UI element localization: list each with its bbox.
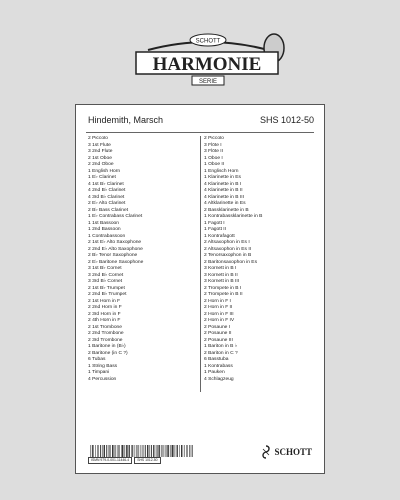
- list-item: 6 Basstuba: [204, 357, 229, 362]
- list-item: 2 3rd Trombone: [88, 337, 123, 343]
- barcode-bar: [118, 445, 119, 457]
- list-item: 4 2nd B♭ Clarinet: [88, 188, 126, 193]
- list-item: 4 Altklarinette in Es: [204, 201, 246, 206]
- barcode: [88, 445, 196, 457]
- list-item: 4 Klarinette in B I: [204, 181, 242, 187]
- barcode-bar: [126, 445, 127, 457]
- barcode-bar: [176, 445, 177, 457]
- parts-list-panel: [75, 104, 325, 474]
- list-item: 2 Horn in F IV: [204, 318, 235, 323]
- list-item: 2 Posaune I: [204, 324, 231, 330]
- barcode-bar: [135, 445, 136, 457]
- barcode-bar: [171, 445, 172, 457]
- barcode-bar: [172, 445, 173, 457]
- list-item: 2 1st Trombone: [88, 324, 122, 330]
- barcode-bar: [166, 445, 167, 457]
- list-item: 2 3rd Horn in F: [88, 311, 121, 317]
- barcode-bar: [188, 445, 189, 457]
- list-item: 2 Horn in F I: [204, 298, 231, 304]
- barcode-bar: [110, 445, 111, 457]
- list-item: 2 4th Horn in F: [88, 318, 121, 323]
- german-parts-list: [204, 136, 316, 383]
- barcode-bar: [140, 445, 141, 457]
- list-item: 2 Bariton in C ?: [204, 350, 238, 356]
- list-item: 2 Posaune III: [204, 337, 233, 343]
- list-item: 3 Kornett in B II: [204, 272, 238, 278]
- barcode-bar: [155, 445, 156, 457]
- list-item: 3 2nd Flute: [88, 149, 113, 154]
- barcode-bars-icon: [88, 445, 196, 457]
- list-item: 1 Contrabassoon: [88, 233, 126, 239]
- list-item: 2 Trompete in B II: [204, 292, 243, 297]
- list-item: 1 Kontrafagott: [204, 233, 235, 239]
- barcode-bar: [177, 445, 178, 457]
- list-item: 1 1st Bassoon: [88, 220, 119, 226]
- list-item: 2 B♭ Tenor Saxophone: [88, 253, 138, 258]
- list-item: 3 Kornett in B I: [204, 266, 237, 271]
- barcode-bar: [189, 445, 190, 457]
- barcode-bar: [122, 445, 123, 457]
- list-item: 2 Posaune II: [204, 331, 232, 336]
- list-item: 2 Tenorsaxophon in B: [204, 253, 252, 258]
- list-item: 4 3rd B♭ Clarinet: [88, 194, 125, 200]
- list-item: 4 Klarinette in B II: [204, 188, 243, 193]
- list-item: 1 Englisch Horn: [204, 168, 239, 174]
- list-item: 4 1st B♭ Clarinet: [88, 181, 124, 187]
- barcode-bar: [181, 445, 182, 457]
- list-item: 2 Baritone (in C ?): [88, 350, 128, 356]
- list-item: 2 2nd Trombone: [88, 331, 124, 336]
- barcode-bar: [121, 445, 122, 457]
- list-item: 1 Fagott II: [204, 227, 227, 232]
- code-boxes: [88, 457, 163, 463]
- list-item: 2 Altsaxophon in Es I: [204, 240, 250, 245]
- list-item: 2 2nd Horn in F: [88, 305, 122, 310]
- barcode-bar: [158, 445, 159, 457]
- barcode-bar: [153, 445, 154, 457]
- barcode-bar: [162, 445, 163, 457]
- barcode-bar: [137, 445, 138, 457]
- header-row: [88, 115, 314, 129]
- list-item: 1 Klarinette in Es: [204, 175, 241, 180]
- column-divider: [200, 136, 201, 392]
- list-item: 2 E♭ Baritone Saxophone: [88, 259, 144, 265]
- barcode-bar: [192, 445, 193, 457]
- list-item: 1 Bariton in B ♭: [204, 344, 238, 349]
- logo-main-text: HARMONIE: [152, 54, 262, 75]
- barcode-bar: [179, 445, 180, 457]
- list-item: 2 E♭ Alto Clarinet: [88, 201, 126, 206]
- barcode-bar: [98, 445, 99, 457]
- barcode-bar: [151, 445, 152, 457]
- barcode-bar: [93, 445, 94, 457]
- barcode-bar: [145, 445, 146, 457]
- harmonie-serie-logo: [128, 28, 288, 96]
- list-item: 3 Kornett in B III: [204, 279, 240, 284]
- barcode-bar: [185, 445, 186, 457]
- list-item: 3 1st Flute: [88, 142, 111, 148]
- logo-top-text: SCHOTT: [195, 38, 221, 45]
- list-item: 4 Klarinette in B III: [204, 194, 244, 200]
- list-item: 2 Horn in F III: [204, 311, 234, 317]
- list-item: 3 2nd B♭ Cornet: [88, 272, 124, 278]
- barcode-bar: [100, 445, 101, 457]
- list-item: 2 2nd E♭ Alto Saxophone: [88, 246, 143, 252]
- barcode-bar: [142, 445, 143, 457]
- list-item: 3 1st B♭ Cornet: [88, 266, 122, 271]
- page-title: Hindemith, Marsch: [88, 115, 164, 125]
- barcode-bar: [164, 445, 165, 457]
- barcode-bar: [168, 445, 169, 457]
- list-item: 2 B♭ Bass Clarinet: [88, 207, 129, 213]
- order-code: SHS 1012-50: [134, 457, 160, 464]
- barcode-bar: [149, 445, 150, 457]
- catalog-number: SHS 1012-50: [259, 115, 314, 125]
- barcode-bar: [167, 445, 168, 457]
- barcode-bar: [183, 445, 184, 457]
- barcode-bar: [163, 445, 164, 457]
- barcode-bar: [92, 445, 93, 457]
- barcode-bar: [115, 445, 116, 457]
- barcode-bar: [95, 445, 96, 457]
- list-item: 2 Piccolo: [88, 136, 108, 141]
- barcode-bar: [132, 445, 133, 457]
- list-item: 2 1st E♭ Alto Saxophone: [88, 240, 142, 245]
- list-item: 1 Timpani: [88, 370, 110, 375]
- list-item: 3 Flöte II: [204, 149, 224, 154]
- barcode-bar: [131, 445, 132, 457]
- list-item: 2 2nd Oboe: [88, 162, 114, 167]
- publisher-name: SCHOTT: [274, 447, 312, 457]
- barcode-bar: [114, 445, 115, 457]
- list-item: 1 Baritone in (B♭): [88, 344, 126, 349]
- barcode-bar: [186, 445, 187, 457]
- list-item: 4 Schlagzeug: [204, 376, 234, 382]
- list-item: 1 2nd Bassoon: [88, 227, 121, 232]
- list-item: 1 Kontrabassklarinette in B: [204, 214, 263, 219]
- english-parts-list: [88, 136, 200, 383]
- list-item: 6 Tubas: [88, 357, 106, 362]
- header-divider: [86, 132, 314, 133]
- barcode-bar: [157, 445, 158, 457]
- barcode-bar: [104, 445, 105, 457]
- barcode-bar: [90, 445, 91, 457]
- list-item: 1 Oboe I: [204, 155, 223, 161]
- list-item: 2 Baritonsaxophon in Es: [204, 259, 258, 265]
- barcode-bar: [138, 445, 139, 457]
- barcode-bar: [103, 445, 104, 457]
- list-item: 1 Pauken: [204, 370, 225, 375]
- barcode-bar: [143, 445, 144, 457]
- publisher-logo: [261, 445, 312, 459]
- list-item: 2 Horn in F II: [204, 305, 233, 310]
- list-item: 2 Altsaxophon in Es II: [204, 246, 252, 252]
- horn-logo-icon: [128, 28, 288, 96]
- barcode-bar: [106, 445, 107, 457]
- barcode-bar: [127, 445, 128, 457]
- list-item: 3 Flöte I: [204, 142, 222, 148]
- list-item: 1 E♭ Clarinet: [88, 175, 116, 180]
- ismn-code: ISMN 979-0-001-11446-4: [88, 457, 132, 464]
- barcode-bar: [112, 445, 113, 457]
- schott-mark-icon: [261, 445, 271, 459]
- list-item: 2 Bassklarinette in B: [204, 207, 249, 213]
- barcode-bar: [97, 445, 98, 457]
- list-item: 1 English Horn: [88, 168, 121, 174]
- barcode-bar: [159, 445, 160, 457]
- list-item: 4 Percussion: [88, 376, 117, 382]
- list-item: 2 1st Horn in F: [88, 298, 121, 304]
- list-item: 1 Kontrabass: [204, 363, 233, 369]
- list-item: 2 1st Oboe: [88, 155, 112, 161]
- list-item: 2 1st B♭ Trumpet: [88, 285, 125, 291]
- list-item: 1 Fagott I: [204, 220, 225, 226]
- barcode-bar: [119, 445, 120, 457]
- barcode-bar: [109, 445, 110, 457]
- barcode-bar: [174, 445, 175, 457]
- barcode-bar: [124, 445, 125, 457]
- list-item: 2 2nd B♭ Trumpet: [88, 292, 127, 297]
- list-item: 1 E♭ Contrabass Clarinet: [88, 214, 143, 219]
- list-item: 1 String Bass: [88, 363, 118, 369]
- list-item: 2 Piccolo: [204, 136, 224, 141]
- logo-bottom-text: SERIE: [198, 79, 218, 85]
- barcode-bar: [129, 445, 130, 457]
- barcode-bar: [117, 445, 118, 457]
- list-item: 1 Oboe II: [204, 162, 225, 167]
- list-item: 2 Trompete in B I: [204, 285, 242, 291]
- list-item: 3 3rd B♭ Cornet: [88, 279, 123, 284]
- barcode-bar: [147, 445, 148, 457]
